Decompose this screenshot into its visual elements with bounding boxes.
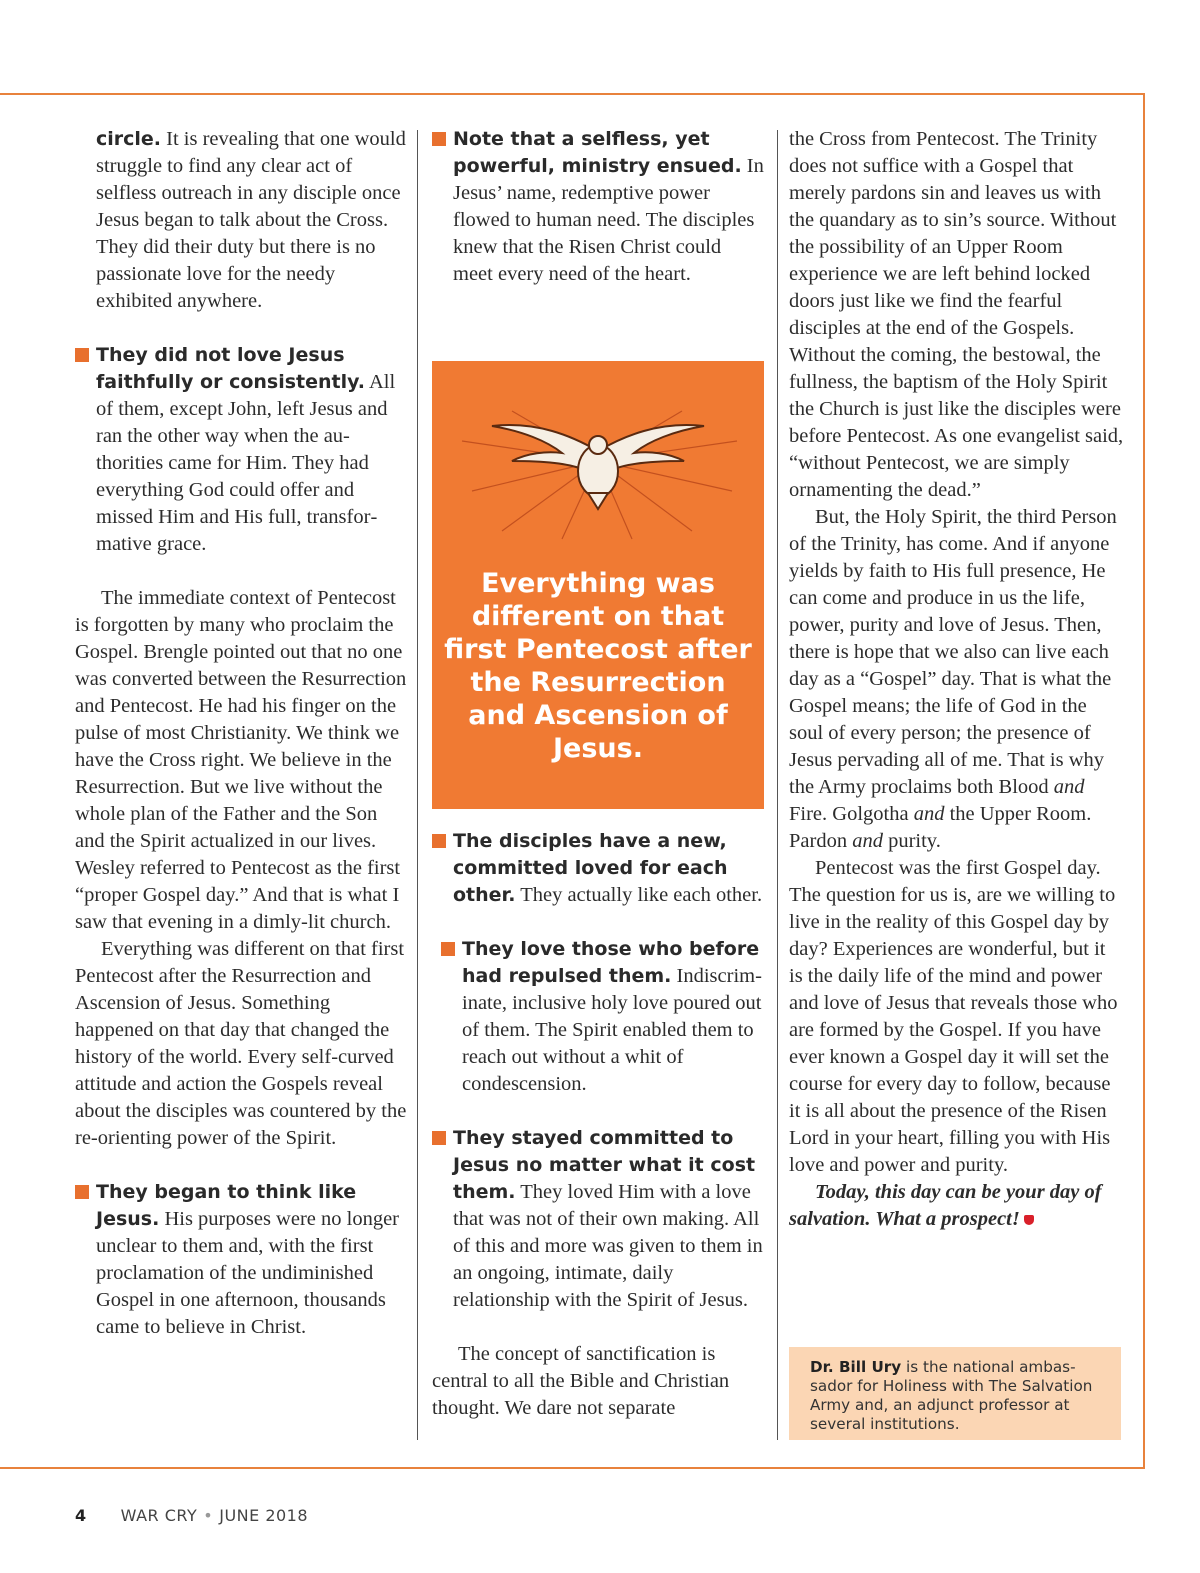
footer-separator: • [203, 1506, 214, 1525]
author-bio: Dr. Bill Ury is the national ambassador for Holiness with The Salvation Army and, an adjunct professor at several institutions. [789, 1347, 1121, 1440]
paragraph: But, the Holy Spirit, the third Person of the Trinity, has come. And if anyone yields by faith to His full presence, He can come and produce in us the life, power, purity and love of Jesus. Then, there is hope that we also can live each day as a “Gospel” day. That is what the Gospel means; the life of God in the soul of every person; the presence of Jesus pervading all of me. That is why the Army proclaims both Blood and Fire. Golgotha and the Upper Room. Pardon and purity. [789, 506, 1117, 852]
paragraph: circle. It is revealing that one would struggle to find any clear act of selfless outreach in any disciple once Jesus began to talk about the Cross. They did their duty but there is no passionate love for the needy exhibited anywhere. [96, 128, 406, 312]
square-bullet-icon [441, 942, 455, 956]
square-bullet-icon [75, 1185, 89, 1199]
column-rule [777, 130, 778, 1440]
paragraph: Pentecost was the first Gospel day. The question for us is, are we willing to live in the reality of this Gospel day by day? Experiences are wonderful, but it is the daily life of the mind and power and love of Jesus that reveals those who are formed by the Gospel. If you have ever known a Gospel day it will set the course for every day to follow, because it is all about the presence of the Risen Lord in your heart, filling you with His love and power and purity. [789, 857, 1118, 1176]
column-3 [789, 126, 1124, 1233]
bullet-item: They did not love Jesus faithfully or consistently. All of them, except John, left Jesus and ran the other way when the authorities came for Him. They had everything God could offer and missed Him and His full, transformative grace. [75, 342, 407, 558]
paragraph: Everything was different on that first Pentecost after the Resurrection and Ascension of Jesus. Something happened on that day that changed the history of the world. Every self-curved attitude and action the Gospels reveal about the disciples was countered by the re-orienting power of the Spirit. [75, 938, 407, 1149]
magazine-name: WAR CRY [120, 1506, 198, 1525]
square-bullet-icon [432, 834, 446, 848]
bullet-item: They began to think like Jesus. His purposes were no longer unclear to them and, with the first proclamation of the undiminished Gospel in one afternoon, thousands came to believe in Christ. [75, 1179, 407, 1341]
paragraph: The immediate context of Pentecost is forgotten by many who proclaim the Gospel. Brengle pointed out that no one was converted between the Resurrection and Pentecost. He had his finger on the pulse of most Christianity. We think we have the Cross right. We believe in the Resurrection. But we live without the whole plan of the Father and the Son and the Spirit actualized in our lives. Wesley referred to Pentecost as the first “proper Gospel day.” And that is what I saw that evening in a dimly-lit church. [75, 587, 407, 933]
pull-quote-text: Everything was different on that first Pentecost after the Resurrection and Ascension of Jesus. [444, 568, 752, 764]
column-1 [75, 126, 407, 1341]
bullet-item: Note that a selfless, yet powerful, ministry ensued. In Jesus’ name, redemptive power flowed to human need. The disciples knew that the Risen Christ could meet every need of the heart. [432, 126, 764, 288]
square-bullet-icon [432, 1131, 446, 1145]
bullet-item: The disciples have a new, committed loved for each other. They actually like each other. [432, 828, 764, 909]
author-name: Dr. Bill Ury [810, 1358, 902, 1376]
column-2-top [432, 126, 764, 288]
paragraph: The concept of sanctification is central to all the Bible and Christian thought. We dare not separate [432, 1343, 730, 1419]
bullet-item: They love those who before had repulsed them. Indiscriminate, inclusive holy love poured out of them. The Spirit enabled them to reach out without a whit of condescension. [432, 936, 764, 1098]
column-rule [417, 130, 418, 1440]
column-2-bottom [432, 828, 764, 1422]
bullet-item: They stayed committed to Jesus no matter what it cost them. They loved Him with a love that was not of their own making. All of this and more was given to them in an ongoing, intimate, daily relationship with the Spirit of Jesus. [432, 1125, 764, 1314]
closing-paragraph: Today, this day can be your day of salvation. What a prospect! [789, 1181, 1102, 1230]
dove-icon [452, 381, 744, 541]
square-bullet-icon [432, 132, 446, 146]
end-mark-icon [1024, 1215, 1034, 1225]
page-number: 4 [75, 1506, 87, 1525]
square-bullet-icon [75, 348, 89, 362]
issue-date: JUNE 2018 [219, 1506, 309, 1525]
pull-quote-box [432, 361, 764, 809]
paragraph: the Cross from Pentecost. The Trinity does not suffice with a Gospel that merely pardons sin and leaves us with the quandary as to sin’s source. Without the possibility of an Upper Room experience we are left behind locked doors just like we find the fearful disciples at the end of the Gospels. Without the coming, the bestowal, the fullness, the baptism of the Holy Spirit the Church is just like the disciples were before Pentecost. As one evangelist said, “without Pentecost, we are simply ornamenting the dead.” [789, 128, 1124, 501]
page-footer [75, 1506, 308, 1525]
